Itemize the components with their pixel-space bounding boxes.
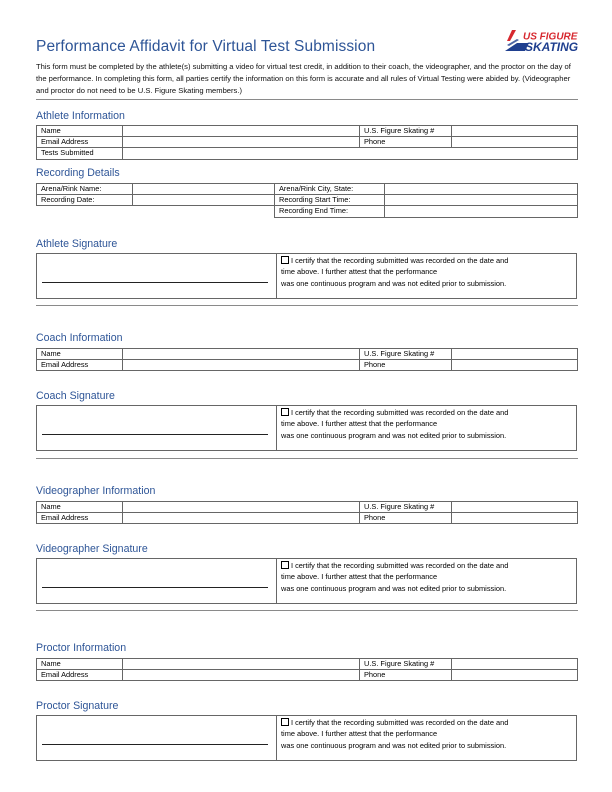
table-row — [37, 360, 578, 371]
field-label: Recording Start Time: — [275, 195, 385, 206]
videographer-info-table — [36, 501, 578, 524]
cert-line-1: I certify that the recording submitted was recorded on the date and — [291, 561, 509, 570]
videographer-info-heading: Videographer Information — [36, 485, 156, 497]
recording-details-heading: Recording Details — [36, 167, 120, 179]
table-row — [37, 670, 578, 681]
athlete-signature-block — [36, 253, 577, 299]
athlete-signature-heading: Athlete Signature — [36, 238, 118, 250]
athlete-info-heading: Athlete Information — [36, 110, 125, 122]
coach-info-heading: Coach Information — [36, 332, 123, 344]
certification-statement — [277, 254, 576, 298]
videographer-usfs-number-field[interactable] — [452, 502, 578, 513]
field-label: Email Address — [37, 513, 123, 524]
signature-line — [42, 434, 268, 435]
recording-start-time-field[interactable] — [385, 195, 578, 206]
videographer-signature-block — [36, 558, 577, 604]
table-row — [37, 137, 578, 148]
field-label: Tests Submitted — [37, 148, 123, 159]
signature-line — [42, 744, 268, 745]
certification-statement — [277, 559, 576, 603]
athlete-usfs-number-field[interactable] — [452, 126, 578, 137]
signature-line — [42, 587, 268, 588]
cert-line-1: I certify that the recording submitted was recorded on the date and — [291, 256, 509, 265]
cert-line-2: time above. I further attest that the performance — [281, 419, 438, 429]
section-divider — [36, 610, 578, 611]
empty-cell — [37, 206, 133, 217]
proctor-phone-field[interactable] — [452, 670, 578, 681]
field-label: Email Address — [37, 137, 123, 148]
field-label: U.S. Figure Skating # — [360, 349, 452, 360]
header-divider — [36, 99, 578, 100]
proctor-email-field[interactable] — [123, 670, 360, 681]
table-row — [37, 659, 578, 670]
cert-line-2: time above. I further attest that the performance — [281, 572, 438, 582]
proctor-info-heading: Proctor Information — [36, 642, 127, 654]
coach-info-table — [36, 348, 578, 371]
field-label: Name — [37, 349, 123, 360]
table-row — [37, 126, 578, 137]
coach-signature-heading: Coach Signature — [36, 390, 115, 402]
table-row — [37, 349, 578, 360]
coach-signature-field[interactable] — [37, 406, 277, 450]
cert-line-3: was one continuous program and was not edited prior to submission. — [281, 278, 507, 288]
proctor-signature-field[interactable] — [37, 716, 277, 760]
coach-usfs-number-field[interactable] — [452, 349, 578, 360]
checkbox-icon[interactable] — [281, 718, 289, 726]
table-row — [37, 513, 578, 524]
field-label: Arena/Rink Name: — [37, 184, 133, 195]
field-label: Phone — [360, 360, 452, 371]
field-label: Email Address — [37, 670, 123, 681]
coach-name-field[interactable] — [123, 349, 360, 360]
cert-line-2: time above. I further attest that the performance — [281, 267, 438, 277]
signature-line — [42, 282, 268, 283]
field-label: Recording End Time: — [275, 206, 385, 217]
cert-line-1: I certify that the recording submitted was recorded on the date and — [291, 718, 509, 727]
cert-line-3: was one continuous program and was not edited prior to submission. — [281, 740, 507, 750]
cert-line-3: was one continuous program and was not edited prior to submission. — [281, 430, 507, 440]
coach-email-field[interactable] — [123, 360, 360, 371]
cert-line-1: I certify that the recording submitted was recorded on the date and — [291, 408, 509, 417]
field-label: Phone — [360, 513, 452, 524]
certification-statement — [277, 406, 576, 450]
proctor-info-table — [36, 658, 578, 681]
field-label: Phone — [360, 137, 452, 148]
coach-phone-field[interactable] — [452, 360, 578, 371]
empty-cell — [133, 206, 275, 217]
checkbox-icon[interactable] — [281, 561, 289, 569]
tests-submitted-field[interactable] — [123, 148, 578, 159]
checkbox-icon[interactable] — [281, 256, 289, 264]
recording-details-table — [36, 183, 578, 218]
coach-signature-block — [36, 405, 577, 451]
proctor-name-field[interactable] — [123, 659, 360, 670]
logo-text-line2: SKATING — [525, 40, 579, 53]
field-label: Name — [37, 659, 123, 670]
certification-statement — [277, 716, 576, 760]
athlete-name-field[interactable] — [123, 126, 360, 137]
table-row — [37, 184, 578, 195]
table-row — [37, 206, 578, 217]
videographer-email-field[interactable] — [123, 513, 360, 524]
checkbox-icon[interactable] — [281, 408, 289, 416]
proctor-usfs-number-field[interactable] — [452, 659, 578, 670]
page-title: Performance Affidavit for Virtual Test Submission — [36, 38, 376, 55]
cert-line-3: was one continuous program and was not edited prior to submission. — [281, 583, 507, 593]
arena-city-state-field[interactable] — [385, 184, 578, 195]
videographer-phone-field[interactable] — [452, 513, 578, 524]
field-label: Phone — [360, 670, 452, 681]
videographer-signature-field[interactable] — [37, 559, 277, 603]
cert-line-2: time above. I further attest that the performance — [281, 729, 438, 739]
athlete-signature-field[interactable] — [37, 254, 277, 298]
recording-date-field[interactable] — [133, 195, 275, 206]
recording-end-time-field[interactable] — [385, 206, 578, 217]
field-label: Arena/Rink City, State: — [275, 184, 385, 195]
table-row — [37, 148, 578, 159]
field-label: U.S. Figure Skating # — [360, 502, 452, 513]
intro-paragraph: This form must be completed by the athlete(s) submitting a video for virtual test credit, in addition to their coach, the videographer, and the proctor on the day of the performance. In completing this form, all parties certify the information on this form is accurate and all rules of Virtual Testing were abided by. (Videographer and proctor do not need to be U.S. Figure Skating members.) — [36, 62, 571, 96]
athlete-phone-field[interactable] — [452, 137, 578, 148]
field-label: Email Address — [37, 360, 123, 371]
table-row — [37, 195, 578, 206]
field-label: U.S. Figure Skating # — [360, 659, 452, 670]
field-label: Name — [37, 502, 123, 513]
field-label: Recording Date: — [37, 195, 133, 206]
athlete-info-table — [36, 125, 578, 160]
videographer-name-field[interactable] — [123, 502, 360, 513]
field-label: Name — [37, 126, 123, 137]
arena-name-field[interactable] — [133, 184, 275, 195]
us-figure-skating-logo — [503, 29, 579, 53]
table-row — [37, 502, 578, 513]
logo-text-line1: US FIGURE — [523, 31, 578, 43]
videographer-signature-heading: Videographer Signature — [36, 543, 148, 555]
section-divider — [36, 458, 578, 459]
field-label: U.S. Figure Skating # — [360, 126, 452, 137]
athlete-email-field[interactable] — [123, 137, 360, 148]
proctor-signature-block — [36, 715, 577, 761]
proctor-signature-heading: Proctor Signature — [36, 700, 119, 712]
section-divider — [36, 305, 578, 306]
